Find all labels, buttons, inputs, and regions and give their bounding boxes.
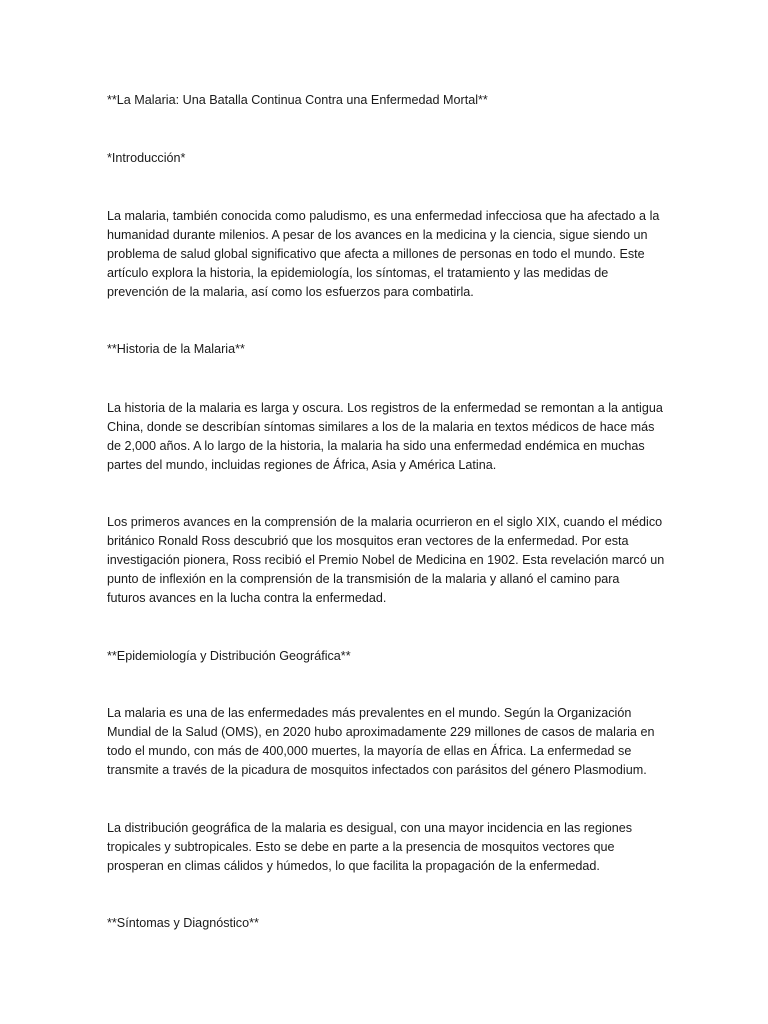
history-heading xyxy=(107,340,667,359)
intro-heading-text: *Introducción* xyxy=(107,151,186,165)
history-heading-text: **Historia de la Malaria** xyxy=(107,342,245,356)
paragraph-line: problema de salud global significativo que afecta a millones de personas en todo el mundo. Este xyxy=(107,247,645,261)
paragraph-line: humanidad durante milenios. A pesar de los avances en la medicina y la ciencia, sigue siendo un xyxy=(107,228,648,242)
intro-heading xyxy=(107,149,667,168)
intro-paragraph xyxy=(107,207,667,302)
paragraph-line: La malaria es una de las enfermedades más prevalentes en el mundo. Según la Organización xyxy=(107,706,632,720)
paragraph-line: todo el mundo, con más de 400,000 muertes, la mayoría de ellas en África. La enfermedad se xyxy=(107,744,632,758)
paragraph-line: prevención de la malaria, así como los esfuerzos para combatirla. xyxy=(107,285,474,299)
paragraph-line: La malaria, también conocida como paludismo, es una enfermedad infecciosa que ha afectado a la xyxy=(107,209,660,223)
document-title-text: **La Malaria: Una Batalla Continua Contra una Enfermedad Mortal** xyxy=(107,93,488,107)
epidemiology-paragraph-1 xyxy=(107,704,667,780)
history-paragraph-2 xyxy=(107,513,667,608)
paragraph-line: tropicales y subtropicales. Esto se debe en parte a la presencia de mosquitos vectores que xyxy=(107,840,615,854)
epidemiology-heading-text: **Epidemiología y Distribución Geográfica** xyxy=(107,649,351,663)
paragraph-line: transmite a través de la picadura de mosquitos infectados con parásitos del género Plasmodium. xyxy=(107,763,647,777)
paragraph-line: La distribución geográfica de la malaria es desigual, con una mayor incidencia en las regiones xyxy=(107,821,633,835)
epidemiology-heading xyxy=(107,647,667,666)
epidemiology-paragraph-2 xyxy=(107,819,667,876)
paragraph-line: La historia de la malaria es larga y oscura. Los registros de la enfermedad se remontan a la antigua xyxy=(107,401,663,415)
paragraph-line: partes del mundo, incluidas regiones de África, Asia y América Latina. xyxy=(107,458,497,472)
paragraph-line: China, donde se describían síntomas similares a los de la malaria en textos médicos de hace más xyxy=(107,420,655,434)
paragraph-line: investigación pionera, Ross recibió el Premio Nobel de Medicina en 1902. Esta revelación marcó un xyxy=(107,553,665,567)
symptoms-heading-text: **Síntomas y Diagnóstico** xyxy=(107,916,259,930)
paragraph-line: británico Ronald Ross descubrió que los mosquitos eran vectores de la enfermedad. Por esta xyxy=(107,534,629,548)
document-title xyxy=(107,91,667,110)
paragraph-line: punto de inflexión en la comprensión de la transmisión de la malaria y allanó el camino para xyxy=(107,572,620,586)
paragraph-line: prosperan en climas cálidos y húmedos, lo que facilita la propagación de la enfermedad. xyxy=(107,859,600,873)
history-paragraph-1 xyxy=(107,399,667,475)
paragraph-line: futuros avances en la lucha contra la enfermedad. xyxy=(107,591,387,605)
paragraph-line: artículo explora la historia, la epidemiología, los síntomas, el tratamiento y las medidas de xyxy=(107,266,609,280)
symptoms-heading xyxy=(107,914,667,933)
paragraph-line: Los primeros avances en la comprensión de la malaria ocurrieron en el siglo XIX, cuando el médico xyxy=(107,515,663,529)
paragraph-line: Mundial de la Salud (OMS), en 2020 hubo aproximadamente 229 millones de casos de malaria en xyxy=(107,725,655,739)
paragraph-line: de 2,000 años. A lo largo de la historia, la malaria ha sido una enfermedad endémica en muchas xyxy=(107,439,645,453)
